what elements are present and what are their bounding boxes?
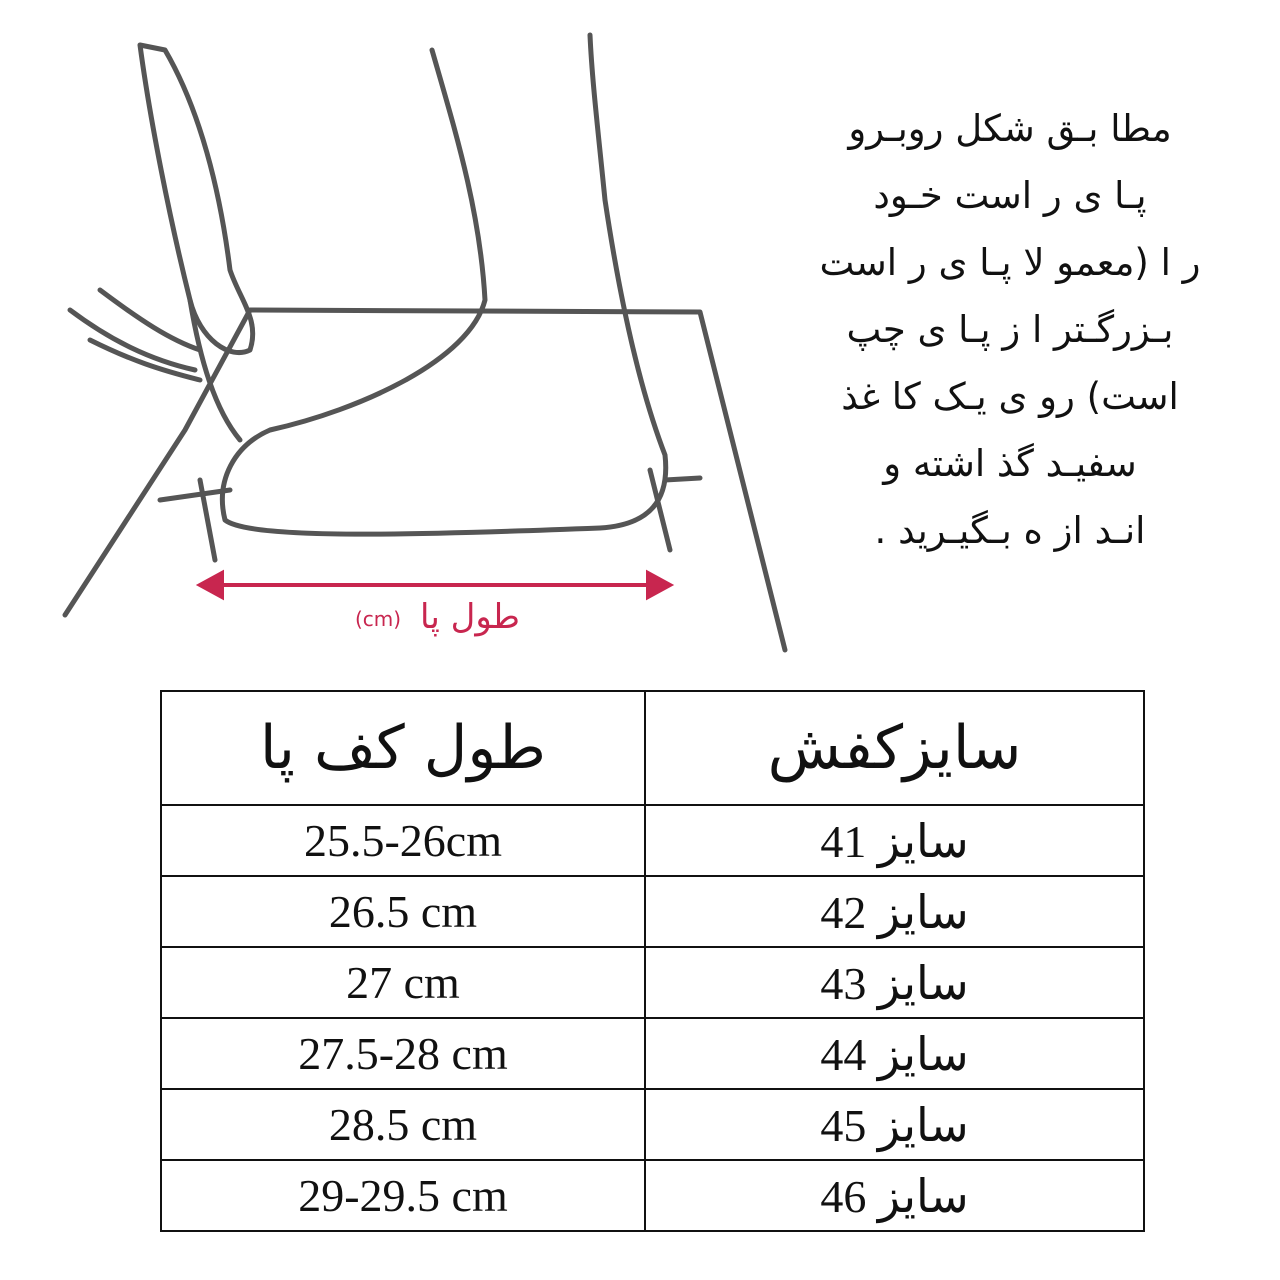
foot-length-cell: 27 cm <box>161 947 645 1018</box>
foot-length-cell: 26.5 cm <box>161 876 645 947</box>
measurement-arrow <box>200 573 670 597</box>
foot-length-cell: 25.5-26cm <box>161 805 645 876</box>
pencil-outline <box>140 45 253 353</box>
table-row <box>161 947 1144 1018</box>
header-foot-length: طول کف پا <box>161 691 645 805</box>
table-row <box>161 805 1144 876</box>
foot-length-cell: 27.5-28 cm <box>161 1018 645 1089</box>
foot-length-cell: 29-29.5 cm <box>161 1160 645 1231</box>
table-header-row <box>161 691 1144 805</box>
shoe-size-cell: سایز 42 <box>645 876 1144 947</box>
heel-line <box>665 478 700 480</box>
foot-measurement-illustration <box>0 0 800 670</box>
foot-length-cell: 28.5 cm <box>161 1089 645 1160</box>
leg-outline <box>222 35 665 534</box>
header-shoe-size: سایزکفش <box>645 691 1144 805</box>
measure-label: طول پا <box>420 597 520 637</box>
shoe-size-cell: سایز 44 <box>645 1018 1144 1089</box>
table-row <box>161 1089 1144 1160</box>
table-row <box>161 1018 1144 1089</box>
measurement-instructions: مطا بـق شکل روبـرو پـا ی ر است خـود ر ا (معمو لا پـا ی ر است بـزرگـتر ا ز پـا ی چپ است) رو ی یـک کا غذ سفیـد گذ اشته و انـد از ه بـگیـرید . <box>819 107 1201 552</box>
table-row <box>161 876 1144 947</box>
shoe-size-cell: سایز 45 <box>645 1089 1144 1160</box>
shoe-size-cell: سایز 46 <box>645 1160 1144 1231</box>
size-chart-table <box>160 690 1145 1232</box>
table-row <box>161 1160 1144 1231</box>
measure-unit: (cm) <box>354 607 402 631</box>
shoe-size-cell: سایز 43 <box>645 947 1144 1018</box>
shoe-size-cell: سایز 41 <box>645 805 1144 876</box>
